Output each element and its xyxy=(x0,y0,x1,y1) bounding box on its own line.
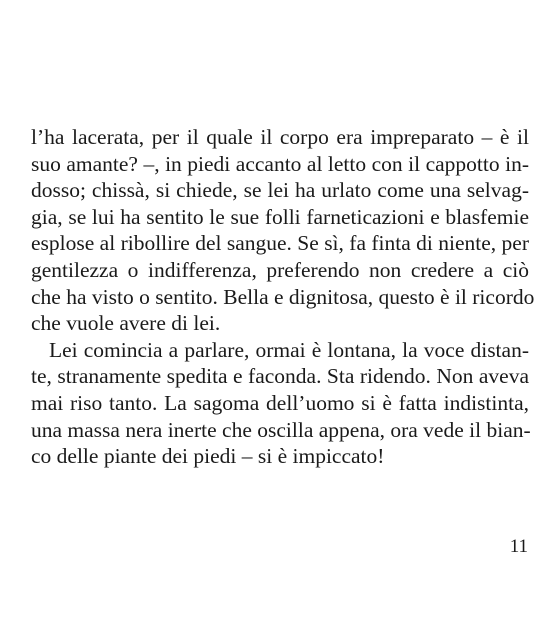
page-number: 11 xyxy=(509,536,528,557)
text-line: che vuole avere di lei. xyxy=(31,311,221,336)
text-line: Lei comincia a parlare, ormai è lontana, la voce distan- xyxy=(49,337,529,362)
text-line: mai riso tanto. La sagoma dell’uomo si è fatta indistinta, xyxy=(31,390,529,415)
text-line: esplose al ribollire del sangue. Se sì, fa finta di niente, per xyxy=(31,231,529,256)
text-line: gentilezza o indifferenza, preferendo non credere a ciò xyxy=(31,257,529,282)
body-text xyxy=(31,124,535,470)
text-line: te, stranamente spedita e faconda. Sta ridendo. Non aveva xyxy=(31,364,529,389)
paragraph xyxy=(31,337,529,470)
text-line: che ha visto o sentito. Bella e dignitosa, questo è il ricordo xyxy=(31,284,535,309)
text-line: gia, se lui ha sentito le sue folli farneticazioni e blasfemie xyxy=(31,204,529,229)
paragraph xyxy=(31,124,535,337)
text-line: l’ha lacerata, per il quale il corpo era impreparato – è il xyxy=(31,125,529,149)
text-line: suo amante? –, in piedi accanto al letto con il cappotto in- xyxy=(31,151,529,176)
text-line: co delle piante dei piedi – si è impiccato! xyxy=(31,444,385,469)
text-line: una massa nera inerte che oscilla appena, ora vede il bian- xyxy=(31,417,531,442)
text-line: dosso; chissà, si chiede, se lei ha urlato come una selvag- xyxy=(31,178,529,203)
